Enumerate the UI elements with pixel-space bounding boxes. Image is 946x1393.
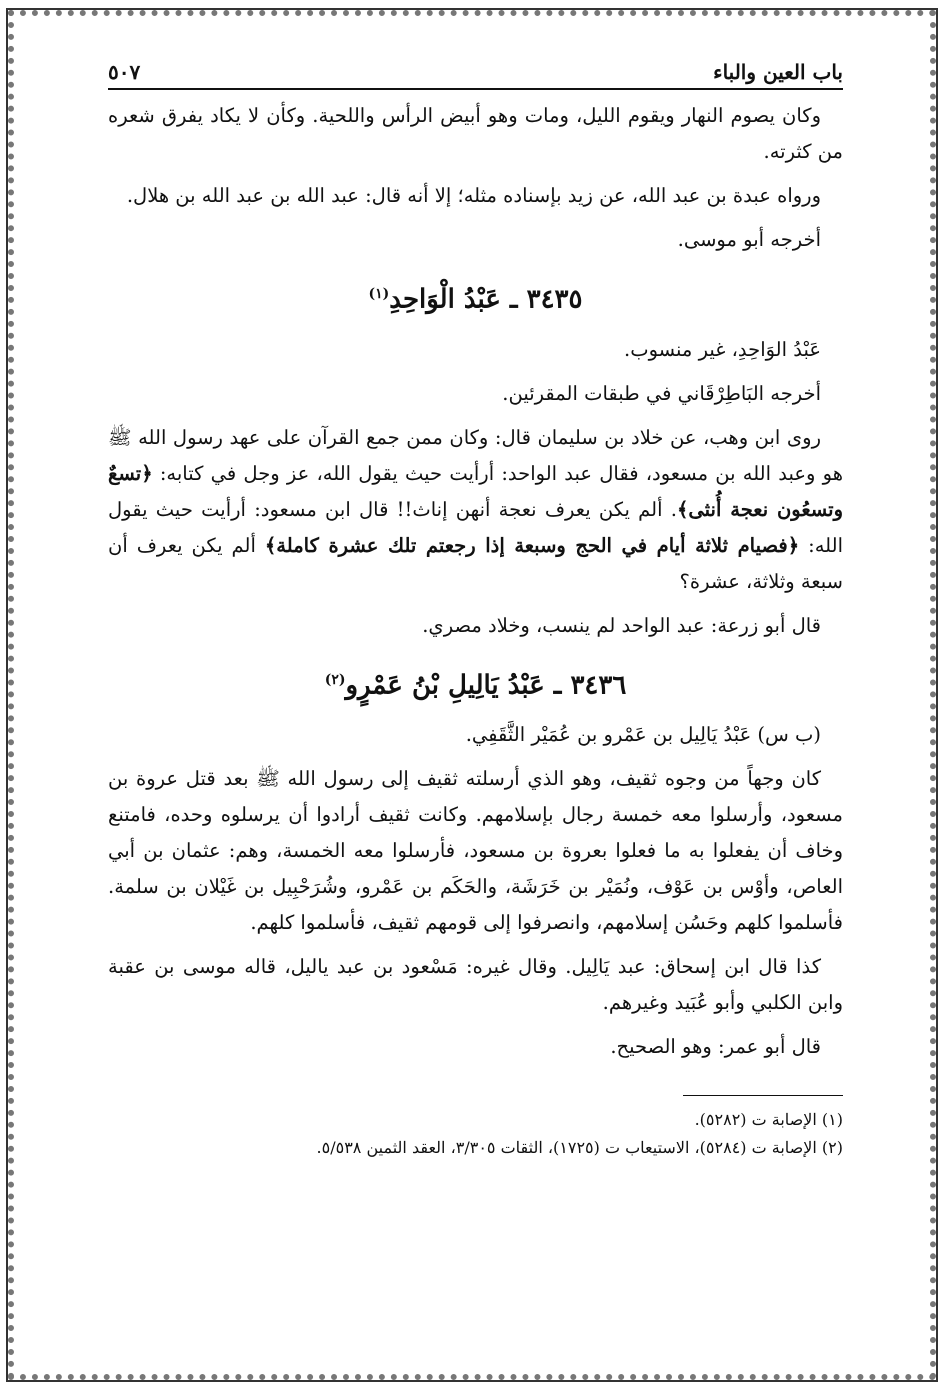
quran-quote-2: ﴿فصيام ثلاثة أيام في الحج وسبعة إذا رجعتم تلك عشرة كاملة﴾ [264,533,800,557]
entry-title-text: ٣٤٣٥ ـ عَبْدُ الْوَاحِدِ [389,284,583,315]
entry-title-text: ٣٤٣٦ ـ عَبْدُ يَالِيلِ بْنُ عَمْرٍو [345,670,627,701]
footnote-2: (٢) الإصابة ت (٥٢٨٤)، الاستيعاب ت (١٧٢٥)، الثقات ٣/٣٠٥، العقد الثمين ٥/٥٣٨. [316,1138,843,1158]
footnote-1: (١) الإصابة ت (٥٢٨٢). [694,1110,843,1130]
paragraph-6 [108,420,843,600]
entry-title-3435 [108,276,843,318]
paragraph-6-text-b: . ألم يكن يعرف نعجة أنهن إناث!! قال ابن مسعود: أرأيت حيث يقول الله: [108,497,843,557]
paragraph-6-text-a: روى ابن وهب، عن خلاد بن سليمان قال: وكان ممن جمع القرآن على عهد رسول الله ﷺ هو وعبد الله بن مسعود، فقال عبد الواحد: أرأيت حيث يقول الله، عز وجل في كتابه: [108,425,843,485]
page-number: ٥٠٧ [108,60,141,84]
footnote-divider [683,1095,843,1096]
paragraph-11: قال أبو عمر: وهو الصحيح. [610,1035,821,1059]
paragraph-6-text-c: ألم يكن يعرف أن سبعة وثلاثة، عشرة؟ [108,533,843,593]
quran-quote-1: ﴿تسعٌ وتسعُون نعجة أُنثى﴾ [108,461,844,521]
running-header [108,60,843,90]
page-content [108,60,843,1162]
entry-title-3436 [108,662,843,704]
paragraph-3: أخرجه أبو موسى. [677,228,821,251]
paragraph-7: قال أبو زرعة: عبد الواحد لم ينسب، وخلاد مصري. [422,613,821,637]
paragraph-4: عَبْدُ الوَاحِدِ، غير منسوب. [624,337,821,361]
footnote-marker: (٢) [324,671,346,688]
paragraph-8: (ب س) عَبْدُ يَالِيل بن عَمْرو بن عُمَيْر الثَّقَفِي. [465,723,821,747]
paragraph-5: أخرجه البَاطِرْقَاني في طبقات المقرئين. [502,381,821,405]
chapter-title: باب العين والباء [713,60,843,84]
paragraph-2: ورواه عبدة بن عبد الله، عن زيد بإسناده مثله؛ إلا أنه قال: عبد الله بن عبد الله بن هلال. [126,184,821,207]
footnote-marker: (١) [368,286,390,302]
paragraph-9: كان وجهاً من وجوه ثقيف، وهو الذي أرسلته ثقيف إلى رسول الله ﷺ بعد قتل عروة بن مسعود، وأرسلوا معه خمسة رجال بإسلامهم. وكانت ثقيف أرادوا أن يرسلوه وحده، فامتنع وخاف أن يفعلوا به ما فعلوا بعروة بن مسعود، فأرسلوا معه الخمسة، وهم: عثمان بن أبي العاص، وأوْس بن عَوْف، ونُمَيْر بن خَرَشَة، والحَكَم بن عَمْرو، وشُرَحْبِيل بن غَيْلان بن سلمة. فأسلموا كلهم وحَسُن إسلامهم، وانصرفوا إلى قومهم ثقيف، فأسلموا كلهم. [108,767,843,935]
paragraph-1: وكان يصوم النهار ويقوم الليل، ومات وهو أبيض الرأس واللحية. وكأن لا يكاد يفرق شعره من كثرته. [108,104,843,163]
paragraph-10: كذا قال ابن إسحاق: عبد يَالِيل. وقال غيره: مَسْعود بن عبد ياليل، قاله موسى بن عقبة وابن الكلبي وأبو عُبَيد وغيرهم. [108,955,843,1015]
